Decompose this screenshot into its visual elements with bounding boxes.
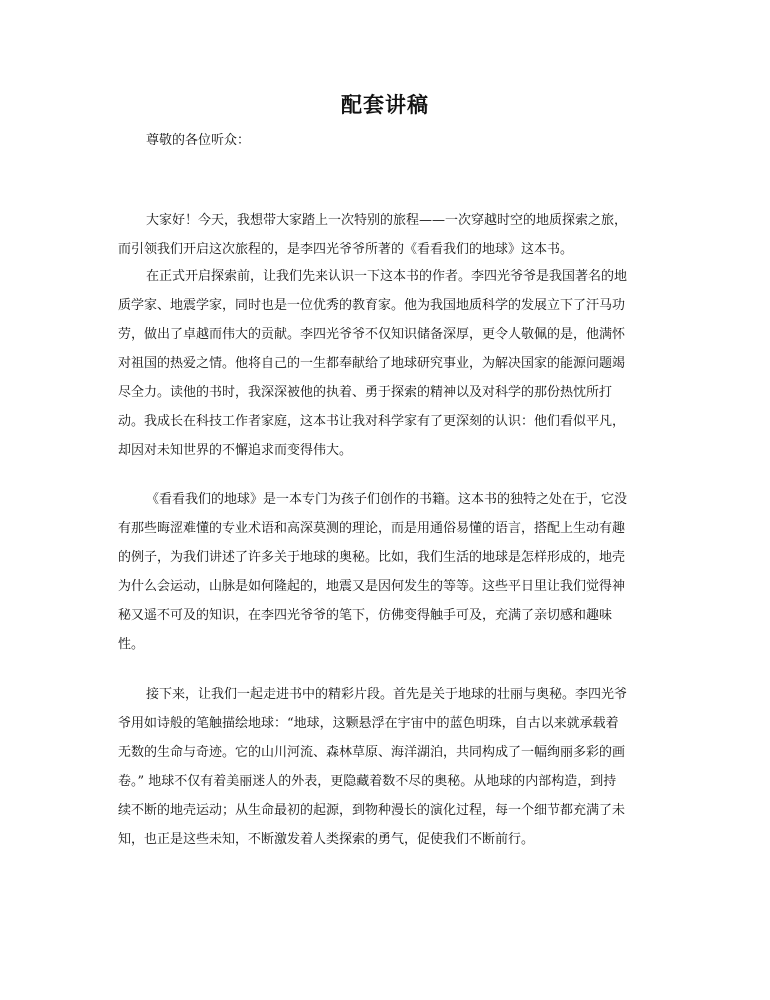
paragraph-line: 有那些晦涩难懂的专业术语和高深莫测的理论，而是用通俗易懂的语言，搭配上生动有趣 bbox=[118, 521, 626, 536]
paragraph-line: 对祖国的热爱之情。他将自己的一生都奉献给了地球研究事业，为解决国家的能源问题竭 bbox=[118, 356, 626, 371]
paragraph-line: 而引领我们开启这次旅程的，是李四光爷爷所著的《看看我们的地球》这本书。 bbox=[118, 242, 574, 257]
greeting-line: 尊敬的各位听众： bbox=[146, 133, 251, 148]
paragraph-line: 性。 bbox=[118, 637, 145, 652]
paragraph-line: 在正式开启探索前，让我们先来认识一下这本书的作者。李四光爷爷是我国著名的地 bbox=[146, 269, 628, 284]
paragraph-line: 尽全力。读他的书时，我深深被他的执着、勇于探索的精神以及对科学的那份热忱所打 bbox=[118, 385, 613, 400]
page-title: 配套讲稿 bbox=[341, 92, 429, 117]
paragraph-book bbox=[118, 485, 658, 659]
paragraph-line: 知，也正是这些未知，不断激发着人类探索的勇气，促使我们不断前行。 bbox=[118, 832, 535, 847]
paragraph-line: 的例子，为我们讲述了许多关于地球的奥秘。比如，我们生活的地球是怎样形成的，地壳 bbox=[118, 550, 626, 565]
paragraph-line: 接下来，让我们一起走进书中的精彩片段。首先是关于地球的壮丽与奥秘。李四光爷 bbox=[146, 687, 628, 702]
paragraph-intro bbox=[118, 206, 658, 264]
paragraph-line: 质学家、地震学家，同时也是一位优秀的教育家。他为我国地质科学的发展立下了汗马功 bbox=[118, 298, 626, 313]
paragraph-line: 大家好！今天，我想带大家踏上一次特别的旅程——一次穿越时空的地质探索之旅， bbox=[146, 213, 628, 228]
paragraph-line: 卷。” 地球不仅有着美丽迷人的外表，更隐藏着数不尽的奥秘。从地球的内部构造，到持 bbox=[118, 774, 617, 789]
paragraph-line: 续不断的地壳运动；从生命最初的起源，到物种漫长的演化过程，每一个细节都充满了未 bbox=[118, 803, 626, 818]
paragraph-line: 《看看我们的地球》是一本专门为孩子们创作的书籍。这本书的独特之处在于，它没 bbox=[146, 492, 628, 507]
paragraph-line: 动。我成长在科技工作者家庭，这本书让我对科学家有了更深刻的认识：他们看似平凡， bbox=[118, 414, 626, 429]
paragraph-author bbox=[118, 262, 658, 465]
paragraph-line: 为什么会运动，山脉是如何隆起的，地震又是因何发生的等等。这些平日里让我们觉得神 bbox=[118, 579, 626, 594]
paragraph-line: 却因对未知世界的不懈追求而变得伟大。 bbox=[118, 443, 353, 458]
paragraph-excerpt bbox=[118, 680, 658, 854]
paragraph-line: 爷用如诗般的笔触描绘地球：“地球，这颗悬浮在宇宙中的蓝色明珠，自古以来就承载着 bbox=[118, 716, 619, 731]
paragraph-line: 无数的生命与奇迹。它的山川河流、森林草原、海洋湖泊，共同构成了一幅绚丽多彩的画 bbox=[118, 745, 626, 760]
paragraph-line: 劳，做出了卓越而伟大的贡献。李四光爷爷不仅知识储备深厚，更令人敬佩的是，他满怀 bbox=[118, 327, 626, 342]
paragraph-line: 秘又遥不可及的知识，在李四光爷爷的笔下，仿佛变得触手可及，充满了亲切感和趣味 bbox=[118, 608, 613, 623]
